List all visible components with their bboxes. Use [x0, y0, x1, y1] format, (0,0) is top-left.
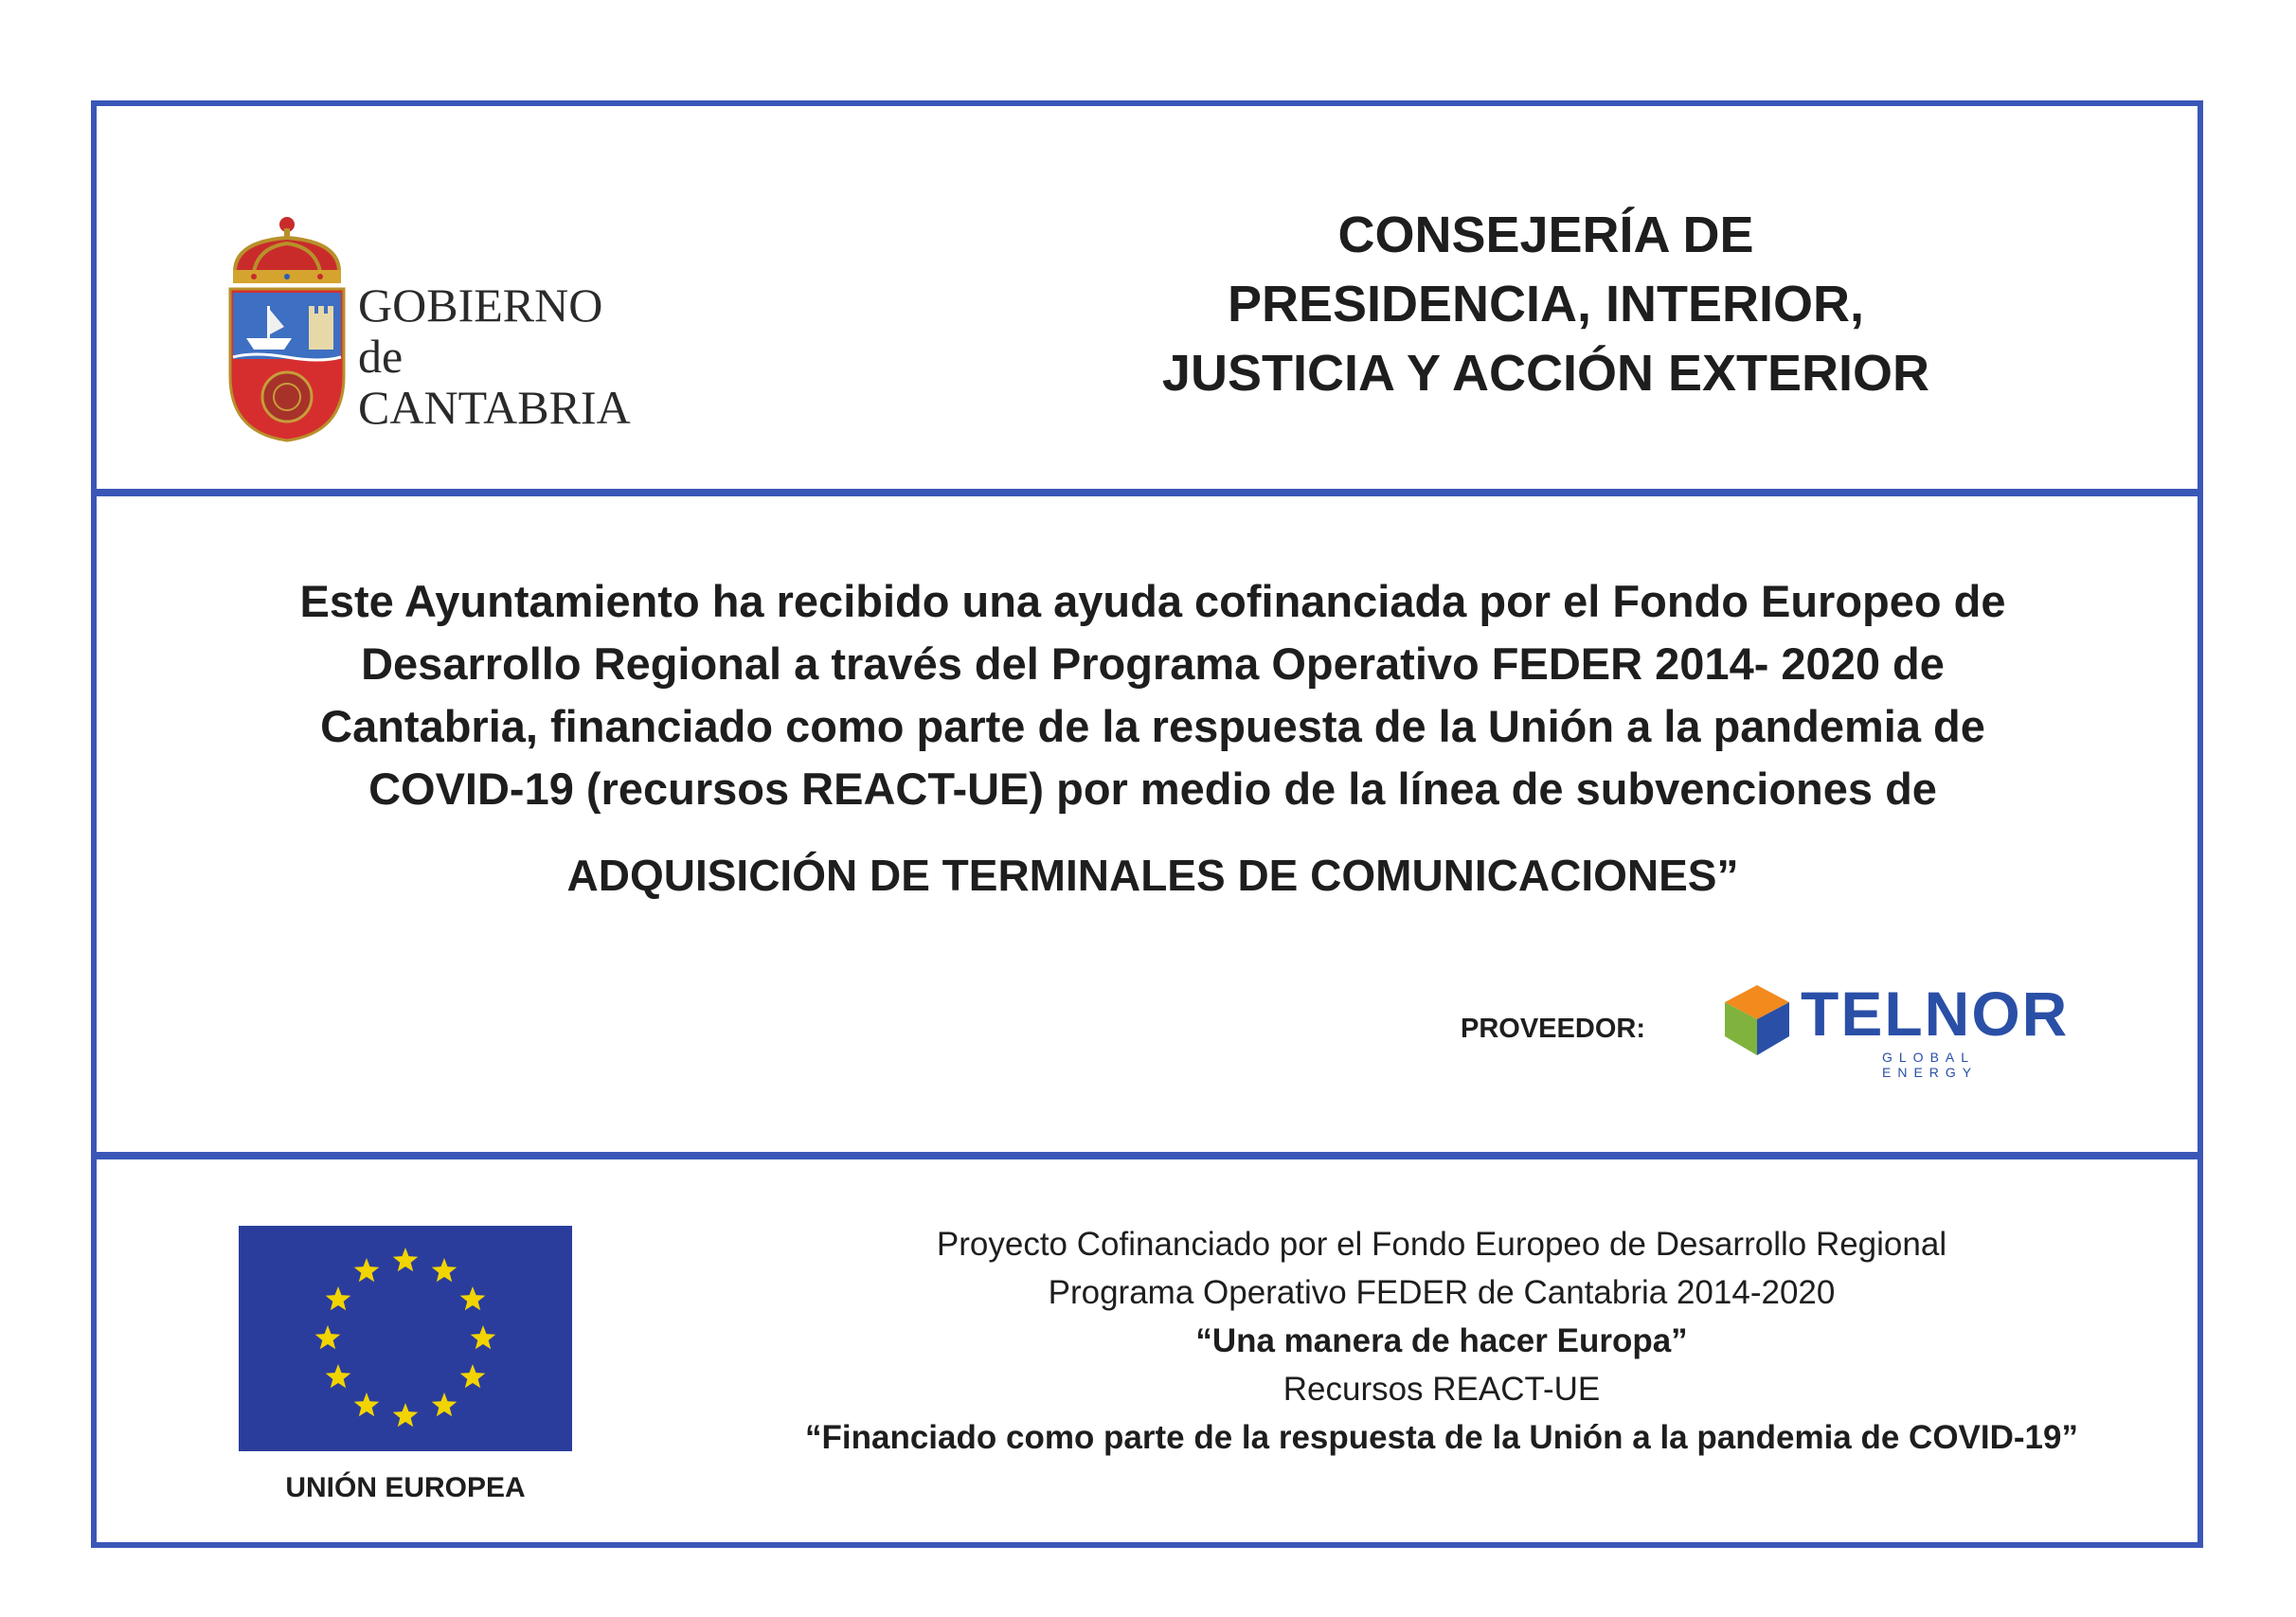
- consejeria-line: JUSTICIA Y ACCIÓN EXTERIOR: [1161, 345, 1930, 402]
- announcement-line: Este Ayuntamiento ha recibido una ayuda cofinanciada por el Fondo Europeo de: [299, 576, 2006, 626]
- gobierno-line-2: de: [358, 330, 404, 383]
- gobierno-cantabria-logo: [225, 215, 631, 442]
- credit-line: Proyecto Cofinanciado por el Fondo Europeo de Desarrollo Regional: [936, 1226, 1947, 1263]
- announcement-text: [153, 570, 2152, 820]
- funding-credits: [722, 1220, 2161, 1462]
- credit-covid-line: “Financiado como parte de la respuesta de la Unión a la pandemia de COVID-19”: [805, 1419, 2078, 1456]
- consejeria-line: PRESIDENCIA, INTERIOR,: [1227, 276, 1865, 332]
- telnor-cube-icon: [1721, 981, 1793, 1057]
- eu-star-icon: [354, 1258, 380, 1282]
- announcement-line: COVID-19 (recursos REACT-UE) por medio de la línea de subvenciones de: [368, 764, 1937, 814]
- eu-star-icon: [471, 1325, 496, 1349]
- eu-star-icon: [315, 1325, 341, 1349]
- telnor-tagline: GLOBAL ENERGY: [1882, 1050, 1979, 1080]
- eu-star-icon: [460, 1286, 486, 1310]
- eu-star-icon: [326, 1286, 351, 1310]
- credit-line: Programa Operativo FEDER de Cantabria 2014-2020: [1048, 1274, 1836, 1311]
- plaque: [91, 100, 2203, 1548]
- eu-stars-icon: [239, 1226, 572, 1451]
- announcement-line: Cantabria, financiado como parte de la respuesta de la Unión a la pandemia de: [320, 701, 1985, 751]
- gobierno-line-3: CANTABRIA: [358, 381, 631, 434]
- coat-of-arms-icon: [225, 215, 349, 442]
- announcement-band: [97, 489, 2197, 1152]
- consejeria-line: CONSEJERÍA DE: [1337, 207, 1754, 263]
- provider-label: PROVEEDOR:: [1461, 1014, 1645, 1044]
- telnor-logo: [1721, 978, 2072, 1080]
- footer-band: [97, 1152, 2197, 1548]
- eu-star-icon: [393, 1403, 419, 1427]
- credit-slogan: “Una manera de hacer Europa”: [1195, 1322, 1688, 1359]
- header-band: [97, 106, 2197, 489]
- program-title: ADQUISICIÓN DE TERMINALES DE COMUNICACIONES”: [566, 851, 1739, 900]
- announcement-line: Desarrollo Regional a través del Programa Operativo FEDER 2014- 2020 de: [361, 638, 1945, 689]
- eu-star-icon: [460, 1364, 486, 1388]
- credit-line: Recursos REACT-UE: [1283, 1371, 1601, 1408]
- eu-flag: [239, 1226, 572, 1451]
- gobierno-wordmark: [358, 279, 631, 433]
- consejeria-title: [1044, 201, 2048, 408]
- eu-star-icon: [354, 1392, 380, 1416]
- telnor-name: TELNOR: [1801, 979, 2070, 1049]
- eu-star-icon: [432, 1392, 457, 1416]
- eu-label: UNIÓN EUROPEA: [285, 1472, 526, 1503]
- eu-star-icon: [432, 1258, 457, 1282]
- eu-star-icon: [326, 1364, 351, 1388]
- gobierno-line-1: GOBIERNO: [358, 278, 603, 332]
- eu-star-icon: [393, 1248, 419, 1271]
